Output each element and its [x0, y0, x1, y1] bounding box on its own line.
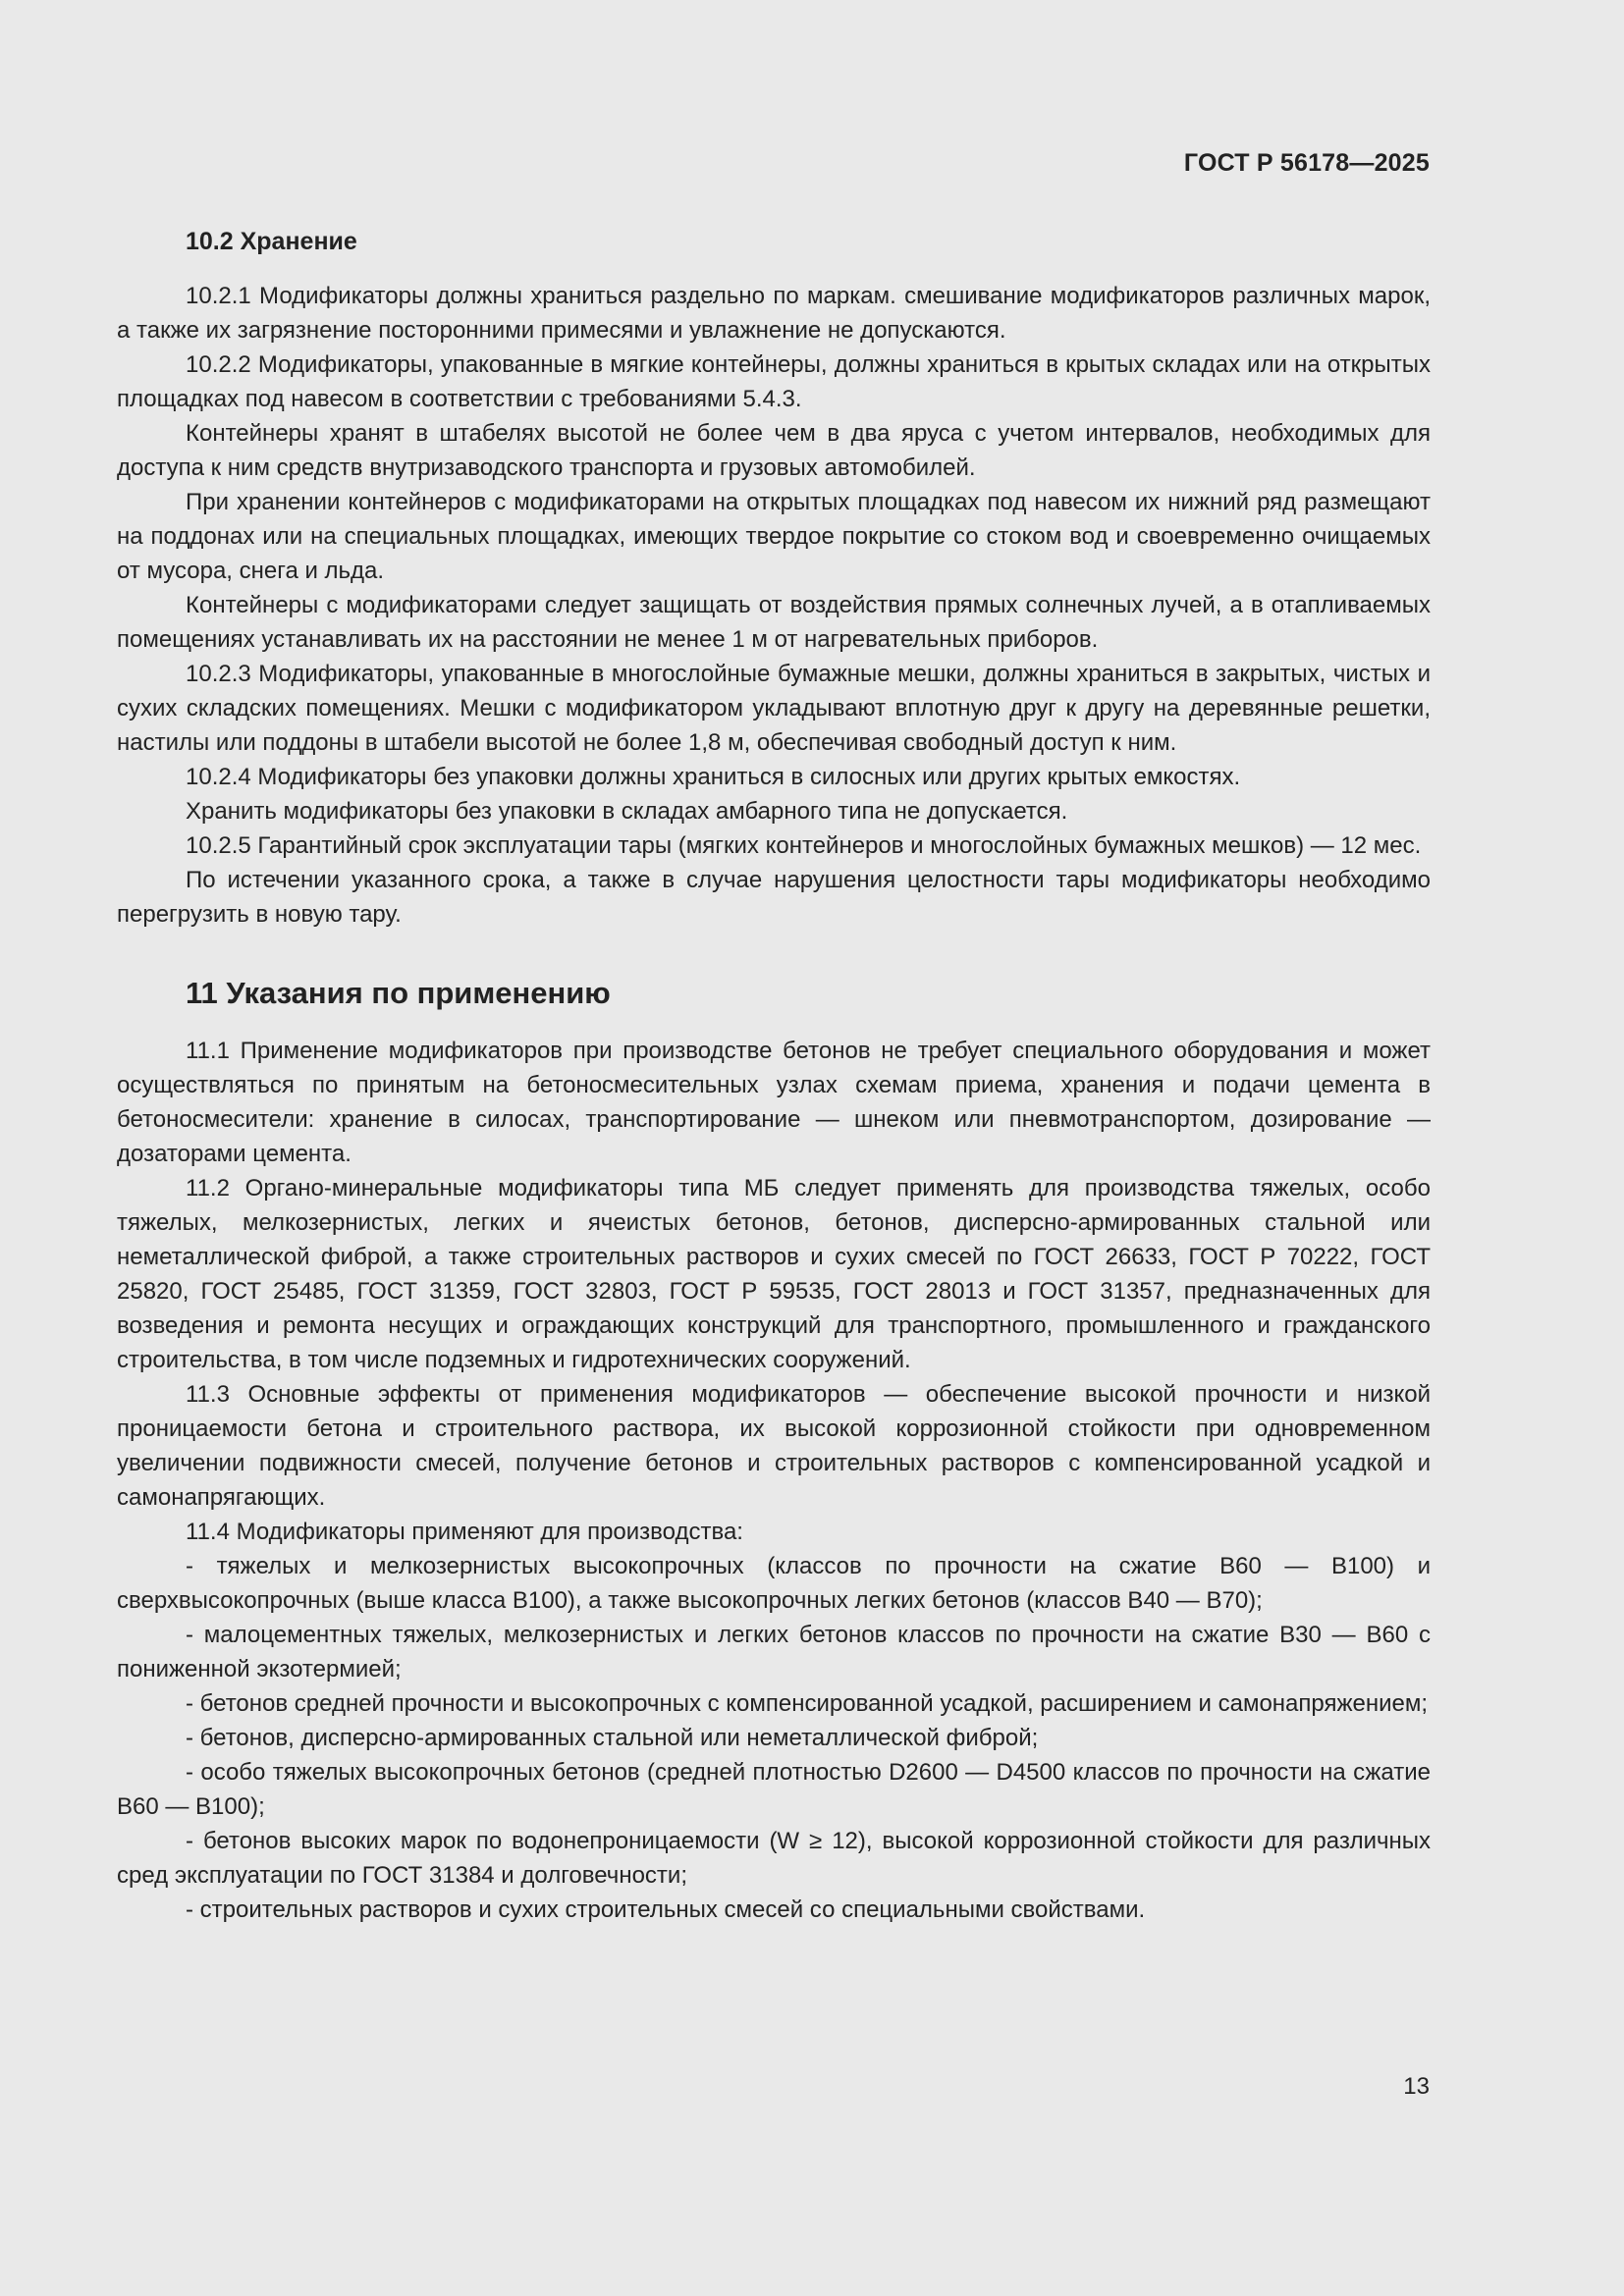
- list-item-compensated-shrinkage: - бетонов средней прочности и высокопрочных с компенсированной усадкой, расширением и самонапряжением;: [186, 1690, 1429, 1717]
- list-item-high-strength: - тяжелых и мелкозернистых высокопрочных (классов по прочности на сжатие В60 — В100) и сверхвысокопрочных (выше класса В100), а также высокопрочных легких бетонов (классов В40 — В70);: [117, 1553, 1431, 1614]
- list-item-fiber-reinforced: - бетонов, дисперсно-армированных стальной или неметаллической фиброй;: [186, 1725, 1039, 1751]
- paragraph-10-2-1: 10.2.1 Модификаторы должны храниться раздельно по маркам. смешивание модификаторов различных марок, а также их загрязнение посторонними примесями и увлажнение не допускаются.: [117, 283, 1431, 344]
- paragraph-11-1: 11.1 Применение модификаторов при производстве бетонов не требует специального оборудования и может осуществляться по принятым на бетоносмесительных узлах схемам приема, хранения и подачи цемента в бетоносмесители: хранение в силосах, транспортирование — шнеком или пневмотранспортом, дозирование — дозаторами цемента.: [117, 1038, 1431, 1167]
- paragraph-bulk-storage: Хранить модификаторы без упаковки в складах амбарного типа не допускается.: [186, 798, 1068, 825]
- paragraph-11-2: 11.2 Органо-минеральные модификаторы типа МБ следует применять для производства тяжелых, особо тяжелых, мелкозернистых, легких и ячеистых бетонов, бетонов, дисперсно-армированных стальной или неметаллической фиброй, а также строительных растворов и сухих смесей по ГОСТ 26633, ГОСТ Р 70222, ГОСТ 25820, ГОСТ 25485, ГОСТ 31359, ГОСТ 32803, ГОСТ Р 59535, ГОСТ 28013 и ГОСТ 31357, предназначенных для возведения и ремонта несущих и ограждающих конструкций для транспортного, промышленного и гражданского строительства, в том числе подземных и гидротехнических сооружений.: [117, 1175, 1431, 1373]
- page-number: 13: [1403, 2073, 1430, 2100]
- list-item-heavy-concrete: - особо тяжелых высокопрочных бетонов (средней плотностью D2600 — D4500 классов по прочности на сжатие В60 — В100);: [117, 1759, 1431, 1820]
- document-id: ГОСТ Р 56178—2025: [1183, 149, 1430, 177]
- section-11-heading: 11 Указания по применению: [186, 976, 611, 1010]
- list-item-low-cement: - малоцементных тяжелых, мелкозернистых и легких бетонов классов по прочности на сжатие В30 — В60 с пониженной экзотермией;: [117, 1622, 1431, 1682]
- paragraph-10-2-5: 10.2.5 Гарантийный срок эксплуатации тары (мягких контейнеров и многослойных бумажных мешков) — 12 мес.: [186, 832, 1422, 859]
- list-item-water-resistance: - бетонов высоких марок по водонепроницаемости (W ≥ 12), высокой коррозионной стойкости для различных сред эксплуатации по ГОСТ 31384 и долговечности;: [117, 1828, 1431, 1889]
- section-10-2-heading: 10.2 Хранение: [186, 228, 357, 255]
- list-item-mortars: - строительных растворов и сухих строительных смесей со специальными свойствами.: [186, 1896, 1146, 1923]
- paragraph-10-2-3: 10.2.3 Модификаторы, упакованные в многослойные бумажные мешки, должны храниться в закрытых, чистых и сухих складских помещениях. Мешки с модификатором укладывают вплотную друг к другу на деревянные решетки, настилы или поддоны в штабели высотой не более 1,8 м, обеспечивая свободный доступ к ним.: [117, 661, 1431, 756]
- paragraph-sun-protection: Контейнеры с модификаторами следует защищать от воздействия прямых солнечных лучей, а в отапливаемых помещениях устанавливать их на расстоянии не менее 1 м от нагревательных приборов.: [117, 592, 1431, 653]
- paragraph-10-2-2: 10.2.2 Модификаторы, упакованные в мягкие контейнеры, должны храниться в крытых складах или на открытых площадках под навесом в соответствии с требованиями 5.4.3.: [117, 351, 1431, 412]
- paragraph-10-2-4: 10.2.4 Модификаторы без упаковки должны храниться в силосных или других крытых емкостях.: [186, 764, 1241, 790]
- paragraph-11-4: 11.4 Модификаторы применяют для производства:: [186, 1519, 743, 1545]
- paragraph-open-storage: При хранении контейнеров с модификаторами на открытых площадках под навесом их нижний ряд размещают на поддонах или на специальных площадках, имеющих твердое покрытие со стоком вод и своевременно очищаемых от мусора, снега и льда.: [117, 489, 1431, 584]
- paragraph-11-3: 11.3 Основные эффекты от применения модификаторов — обеспечение высокой прочности и низкой проницаемости бетона и строительного раствора, их высокой коррозионной стойкости при одновременном увеличении подвижности смесей, получение бетонов и строительных растворов с компенсированной усадкой и самонапрягающих.: [117, 1381, 1431, 1511]
- paragraph-repackaging: По истечении указанного срока, а также в случае нарушения целостности тары модификаторы необходимо перегрузить в новую тару.: [117, 867, 1431, 928]
- page-content: [117, 224, 1431, 1927]
- paragraph-containers-stacking: Контейнеры хранят в штабелях высотой не более чем в два яруса с учетом интервалов, необходимых для доступа к ним средств внутризаводского транспорта и грузовых автомобилей.: [117, 420, 1431, 481]
